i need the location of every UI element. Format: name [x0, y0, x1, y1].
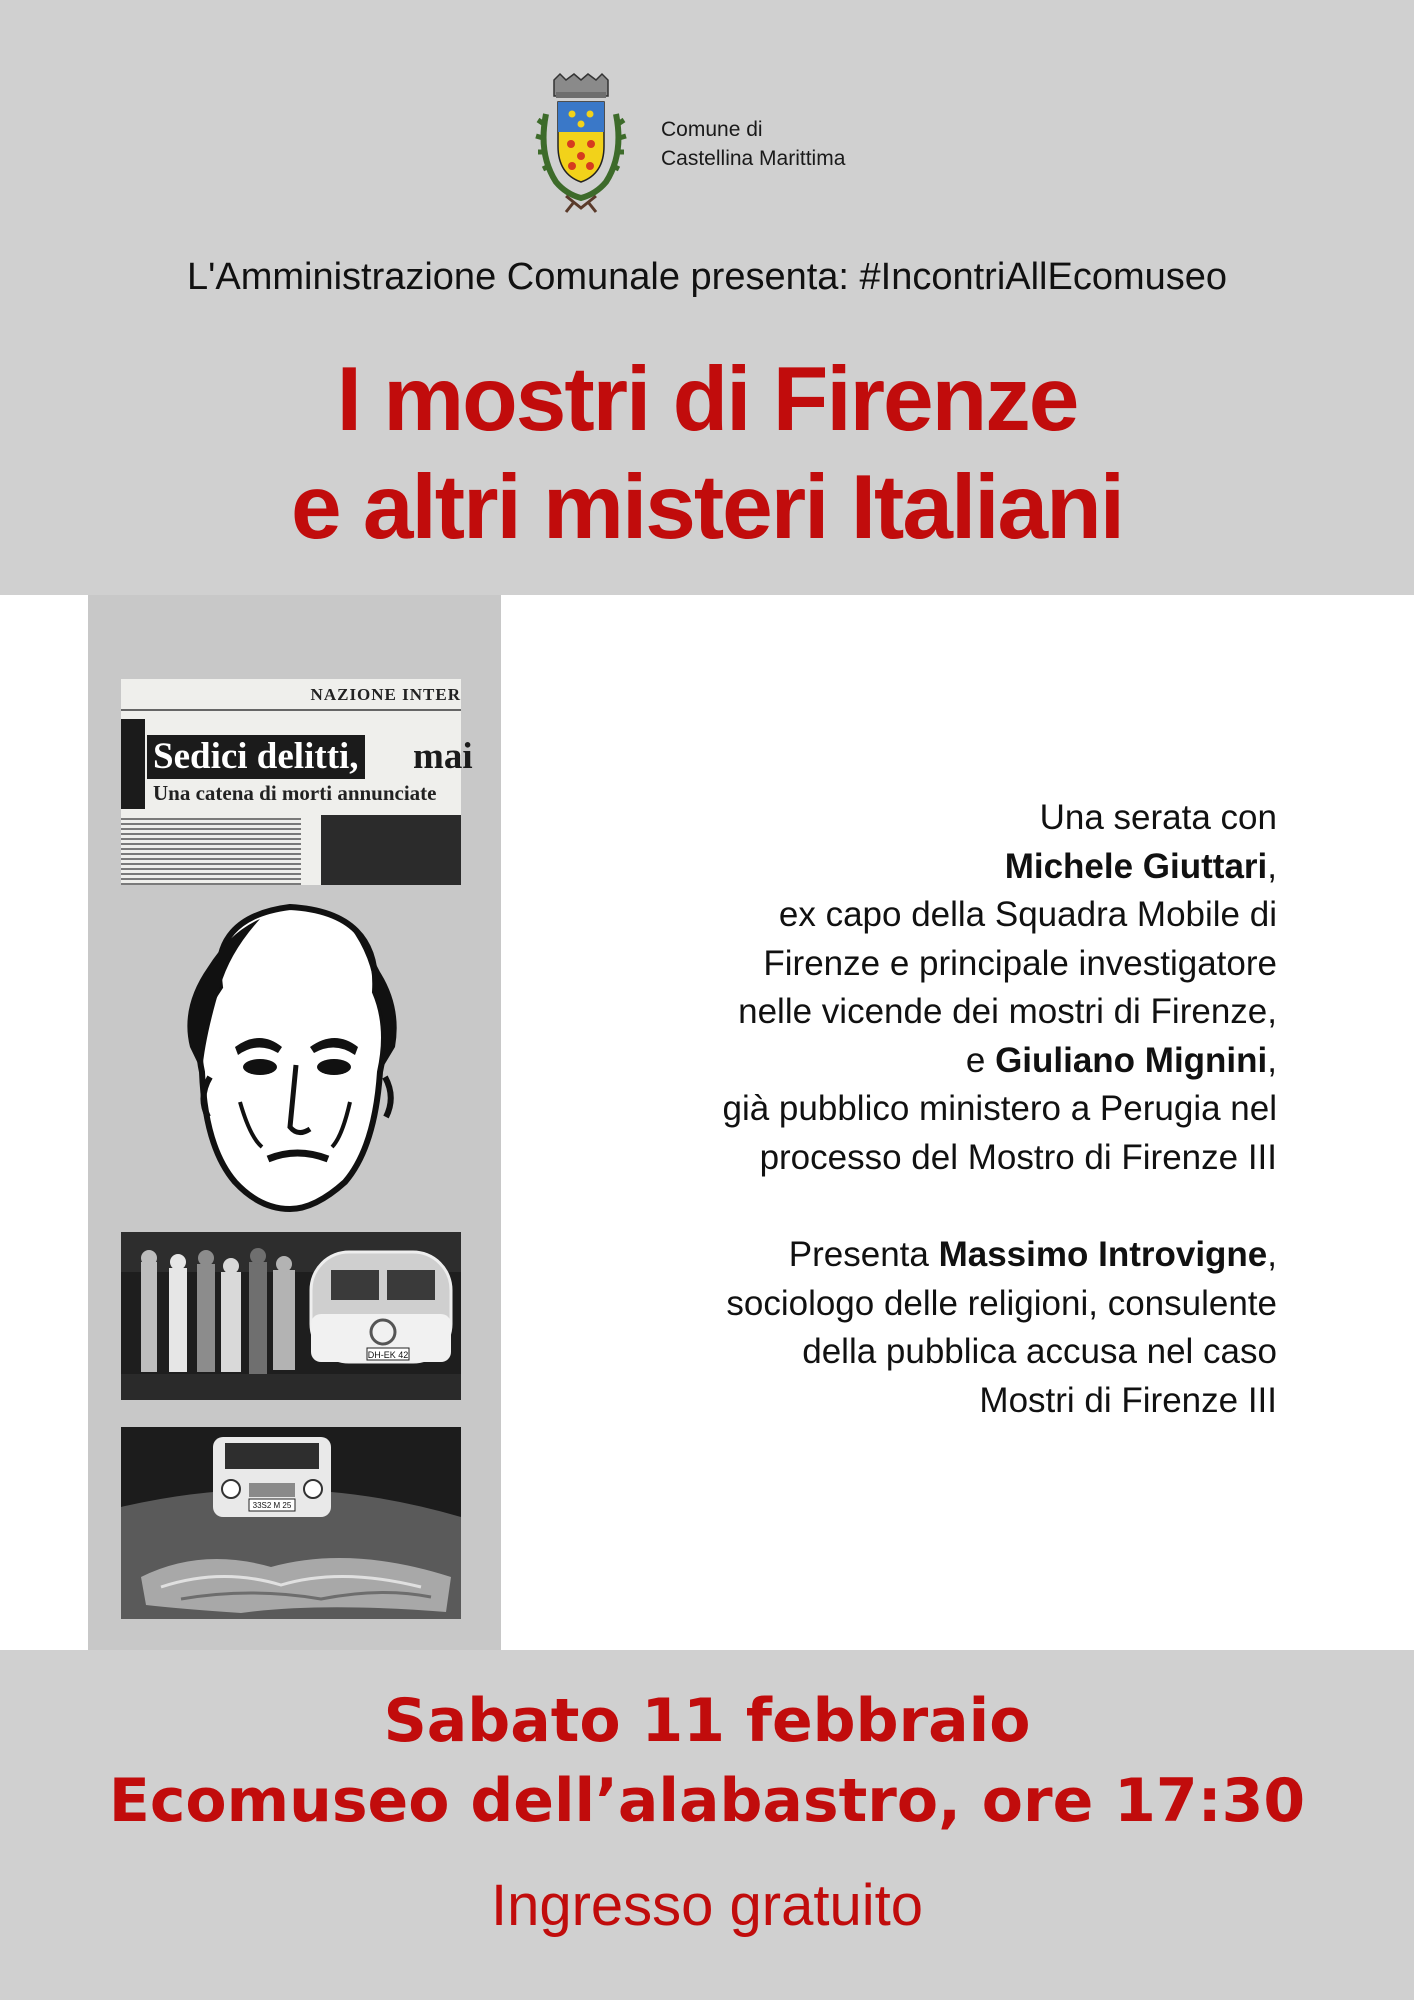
desc-line-6: [577, 1037, 1277, 1086]
desc-line-6-pre: e: [965, 1040, 996, 1080]
image-column: [88, 595, 501, 1650]
desc-line-11: della pubblica accusa nel caso: [802, 1332, 1277, 1371]
speaker-name-giuttari: Michele Giuttari: [1004, 846, 1268, 886]
desc-line-7: già pubblico ministero a Perugia nel: [722, 1089, 1277, 1128]
clipping-text-columns: [121, 815, 301, 885]
clipping-edge: [121, 719, 145, 809]
car-license-plate: 33S2 M 25: [252, 1501, 292, 1510]
event-venue-time: Ecomuseo dell’alabastro, ore 17:30: [108, 1766, 1306, 1836]
desc-line-4: Firenze e principale investigatore: [763, 943, 1277, 983]
header: [0, 0, 1414, 595]
event-date: Sabato 11 febbraio: [383, 1686, 1031, 1756]
desc-line-3: ex capo della Squadra Mobile di: [778, 895, 1277, 934]
event-title: [0, 346, 1414, 562]
municipality-name: [661, 115, 845, 173]
desc-line-2: [577, 843, 1277, 892]
crime-scene-photo-car: [121, 1427, 461, 1619]
desc-line-9-rest: ,: [1267, 1235, 1277, 1274]
paragraph-gap: [577, 1182, 1277, 1231]
desc-line-1: Una serata con: [1039, 798, 1277, 837]
entry-fee-note: Ingresso gratuito: [490, 1873, 924, 1938]
clipping-subheadline: Una catena di morti annunciate: [153, 781, 437, 805]
title-line-1: I mostri di Firenze: [336, 349, 1078, 450]
clipping-headline-rest: mai: [413, 736, 473, 777]
municipality-line-1: Comune di: [661, 118, 763, 141]
title-line-2: e altri misteri Italiani: [290, 457, 1123, 558]
presenter-name-introvigne: Massimo Introvigne: [938, 1235, 1268, 1274]
desc-line-6-rest: ,: [1267, 1040, 1277, 1080]
event-description: [577, 794, 1277, 1425]
desc-line-8: processo del Mostro di Firenze III: [759, 1137, 1277, 1177]
desc-line-2-rest: ,: [1267, 846, 1277, 886]
municipality-line-2: Castellina Marittima: [661, 147, 846, 170]
desc-line-10: sociologo delle religioni, consulente: [726, 1283, 1277, 1323]
intro-text: L'Amministrazione Comunale presenta: #IncontriAllEcomuseo: [186, 256, 1228, 298]
content-panel: [0, 595, 1414, 1650]
footer: [0, 1650, 1414, 2000]
clipping-dark-photo: [321, 815, 461, 885]
crime-scene-photo-van: [121, 1232, 461, 1400]
desc-line-5: nelle vicende dei mostri di Firenze,: [738, 992, 1277, 1031]
coat-of-arms-icon: [536, 74, 626, 214]
clipping-headline: Sedici delitti,: [147, 735, 365, 779]
speaker-name-mignini: Giuliano Mignini: [995, 1040, 1268, 1080]
clipping-masthead: NAZIONE INTER: [310, 685, 461, 704]
desc-line-9-pre: Presenta: [788, 1235, 939, 1274]
van-license-plate: DH-EK 42: [367, 1350, 409, 1360]
clipping-rule: [121, 709, 461, 711]
newspaper-clipping: [121, 679, 473, 885]
desc-line-12: Mostri di Firenze III: [979, 1380, 1277, 1420]
desc-line-9: [577, 1231, 1277, 1280]
composite-sketch-portrait: [150, 897, 430, 1217]
